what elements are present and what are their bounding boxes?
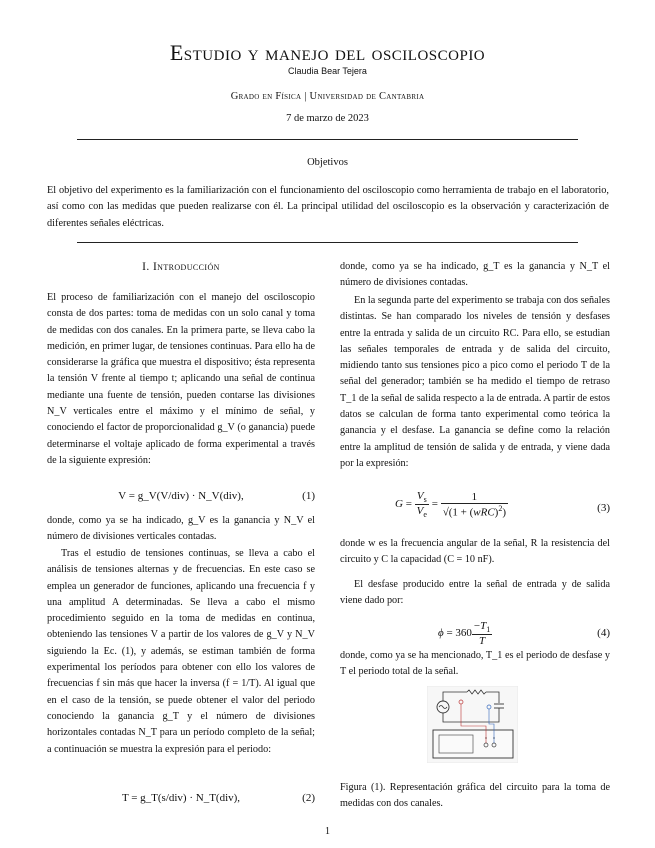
paper-date: 7 de marzo de 2023 xyxy=(286,113,369,124)
equation-2 xyxy=(47,792,315,810)
paper-author: Claudia Bear Tejera xyxy=(288,66,367,76)
paragraph-text: Tras el estudio de tensiones continuas, se lleva a cabo el análisis de tensiones alternas y de frecuencias. En este caso se emplea un generador de funciones, aplicando una frecuencia f y una amplitud A determinadas. Se lleva a cabo el mismo procedimiento seguido en la toma de medidas en continua, obteniendo las tensiones V a partir de los valores de g_V y N_V siguiendo la Ec. (1), y además, se estiman también de forma experimental los períodos para obtener con ello los valores de frecuencias f sin más que hacer la inversa (f = 1/T). Al igual que en el caso de la tensión, se puede obtener el valor del periodo conociendo la ganancia g_T y el número de divisiones horizontales contadas N_T para un período completo de la señal; a continuación se muestra la expresión para el periodo: xyxy=(47,548,315,755)
equation-3 xyxy=(340,490,610,534)
equation-1 xyxy=(47,490,315,508)
abstract-text: El objetivo del experimento es la familiarización con el funcionamiento del osciloscopio como herramienta de trabajo en el laboratorio, así como con las medidas que pueden realizarse con él. La principal utilidad del osciloscopio es la observación y caracterización de diferentes señales eléctricas. xyxy=(47,185,609,229)
abstract-heading: Objetivos xyxy=(307,157,348,168)
section-heading-introduccion: I. Introducción xyxy=(142,261,220,273)
paragraph-text: donde w es la frecuencia angular de la señal, R la resistencia del circuito y C la capacidad (C = 10 nF). xyxy=(340,538,610,566)
paragraph-intro-6 xyxy=(340,536,610,569)
paragraph-text: El desfase producido entre la señal de entrada y de salida viene dado por: xyxy=(340,579,610,607)
paper-affiliation: Grado en Física | Universidad de Cantabria xyxy=(230,91,425,102)
paragraph-intro-7 xyxy=(340,577,610,610)
abstract-rule xyxy=(77,242,578,243)
page-number: 1 xyxy=(325,826,330,837)
paragraph-text: En la segunda parte del experimento se trabaja con dos señales distintas. Se han comparado los niveles de tensión y desfases entre la entrada y salida de un circuito RC. Para ello, se estudian las señales temporales de entrada y de salida del circuito, midiendo tanto sus tensiones pico a pico como el periodo T de la señal del generador; también se ha medido el tiempo de retraso T_1 de la señal de salida respecto a la de entrada. A partir de estos datos se calculan de forma tanto experimental como teórica la ganancia y el desfase. La ganancia se define como la relación entre la amplitud de tensión de salida y de entrada, y viene dada por la expresión: xyxy=(340,295,610,469)
paper-title: Estudio y manejo del osciloscopio xyxy=(169,40,486,65)
equation-4-body: ϕ = 360 $\frac{-T_1}{T}$ xyxy=(438,620,491,648)
figure-caption: Figura (1). Representación gráfica del circuito para la toma de medidas con dos canales. xyxy=(340,782,610,809)
equation-3-body: G = $\frac{V_s}{V_e}$ = $\frac{1}{√(1 + (wRC)^2)}$ xyxy=(395,490,507,520)
circuit-diagram-icon xyxy=(427,686,518,763)
paragraph-intro-3 xyxy=(47,546,315,758)
equation-1-number: (1) xyxy=(302,490,315,502)
paragraph-text: donde, como ya se ha indicado, g_V es la ganancia y N_V el número de divisiones verticales contadas. xyxy=(47,515,315,543)
paragraph-intro-2 xyxy=(47,513,315,546)
paragraph-intro-1 xyxy=(47,290,315,487)
paragraph-text: El proceso de familiarización con el manejo del osciloscopio consta de dos partes: toma de medidas con un solo canal y toma de medidas con dos canales. En la primera parte, se lleva cabo la medición, en primer lugar, de tensiones continuas. Para ello ha de considerarse la gráfica que muestra el dispositivo; ésta representa la tensión V frente al tiempo t; aplicando una señal de continua mediante una fuente de tensión, pueden contarse las divisiones N_V verticales entre el máximo y el mínimo de señal, y conociendo el factor de proporcionalidad g_V (o ganancia) puede determinarse el voltaje aplicado de forma experimental a través de la siguiente expresión: xyxy=(47,292,315,466)
equation-3-number: (3) xyxy=(597,502,610,514)
equation-1-body: V = g_V(V/div) · N_V(div), xyxy=(118,490,244,502)
paragraph-intro-4 xyxy=(340,259,610,292)
paragraph-intro-5 xyxy=(340,293,610,472)
header-rule xyxy=(77,139,578,140)
paragraph-text: donde, como ya se ha indicado, g_T es la ganancia y N_T el número de divisiones contadas. xyxy=(340,261,610,289)
paragraph-intro-8 xyxy=(340,648,610,681)
equation-2-body: T = g_T(s/div) · N_T(div), xyxy=(121,792,241,804)
equation-2-number: (2) xyxy=(302,792,315,804)
equation-4-number: (4) xyxy=(597,627,610,639)
circuit-figure xyxy=(427,686,518,763)
paragraph-text: donde, como ya se ha mencionado, T_1 es el periodo de desfase y T el periodo total de la señal. xyxy=(340,650,610,678)
